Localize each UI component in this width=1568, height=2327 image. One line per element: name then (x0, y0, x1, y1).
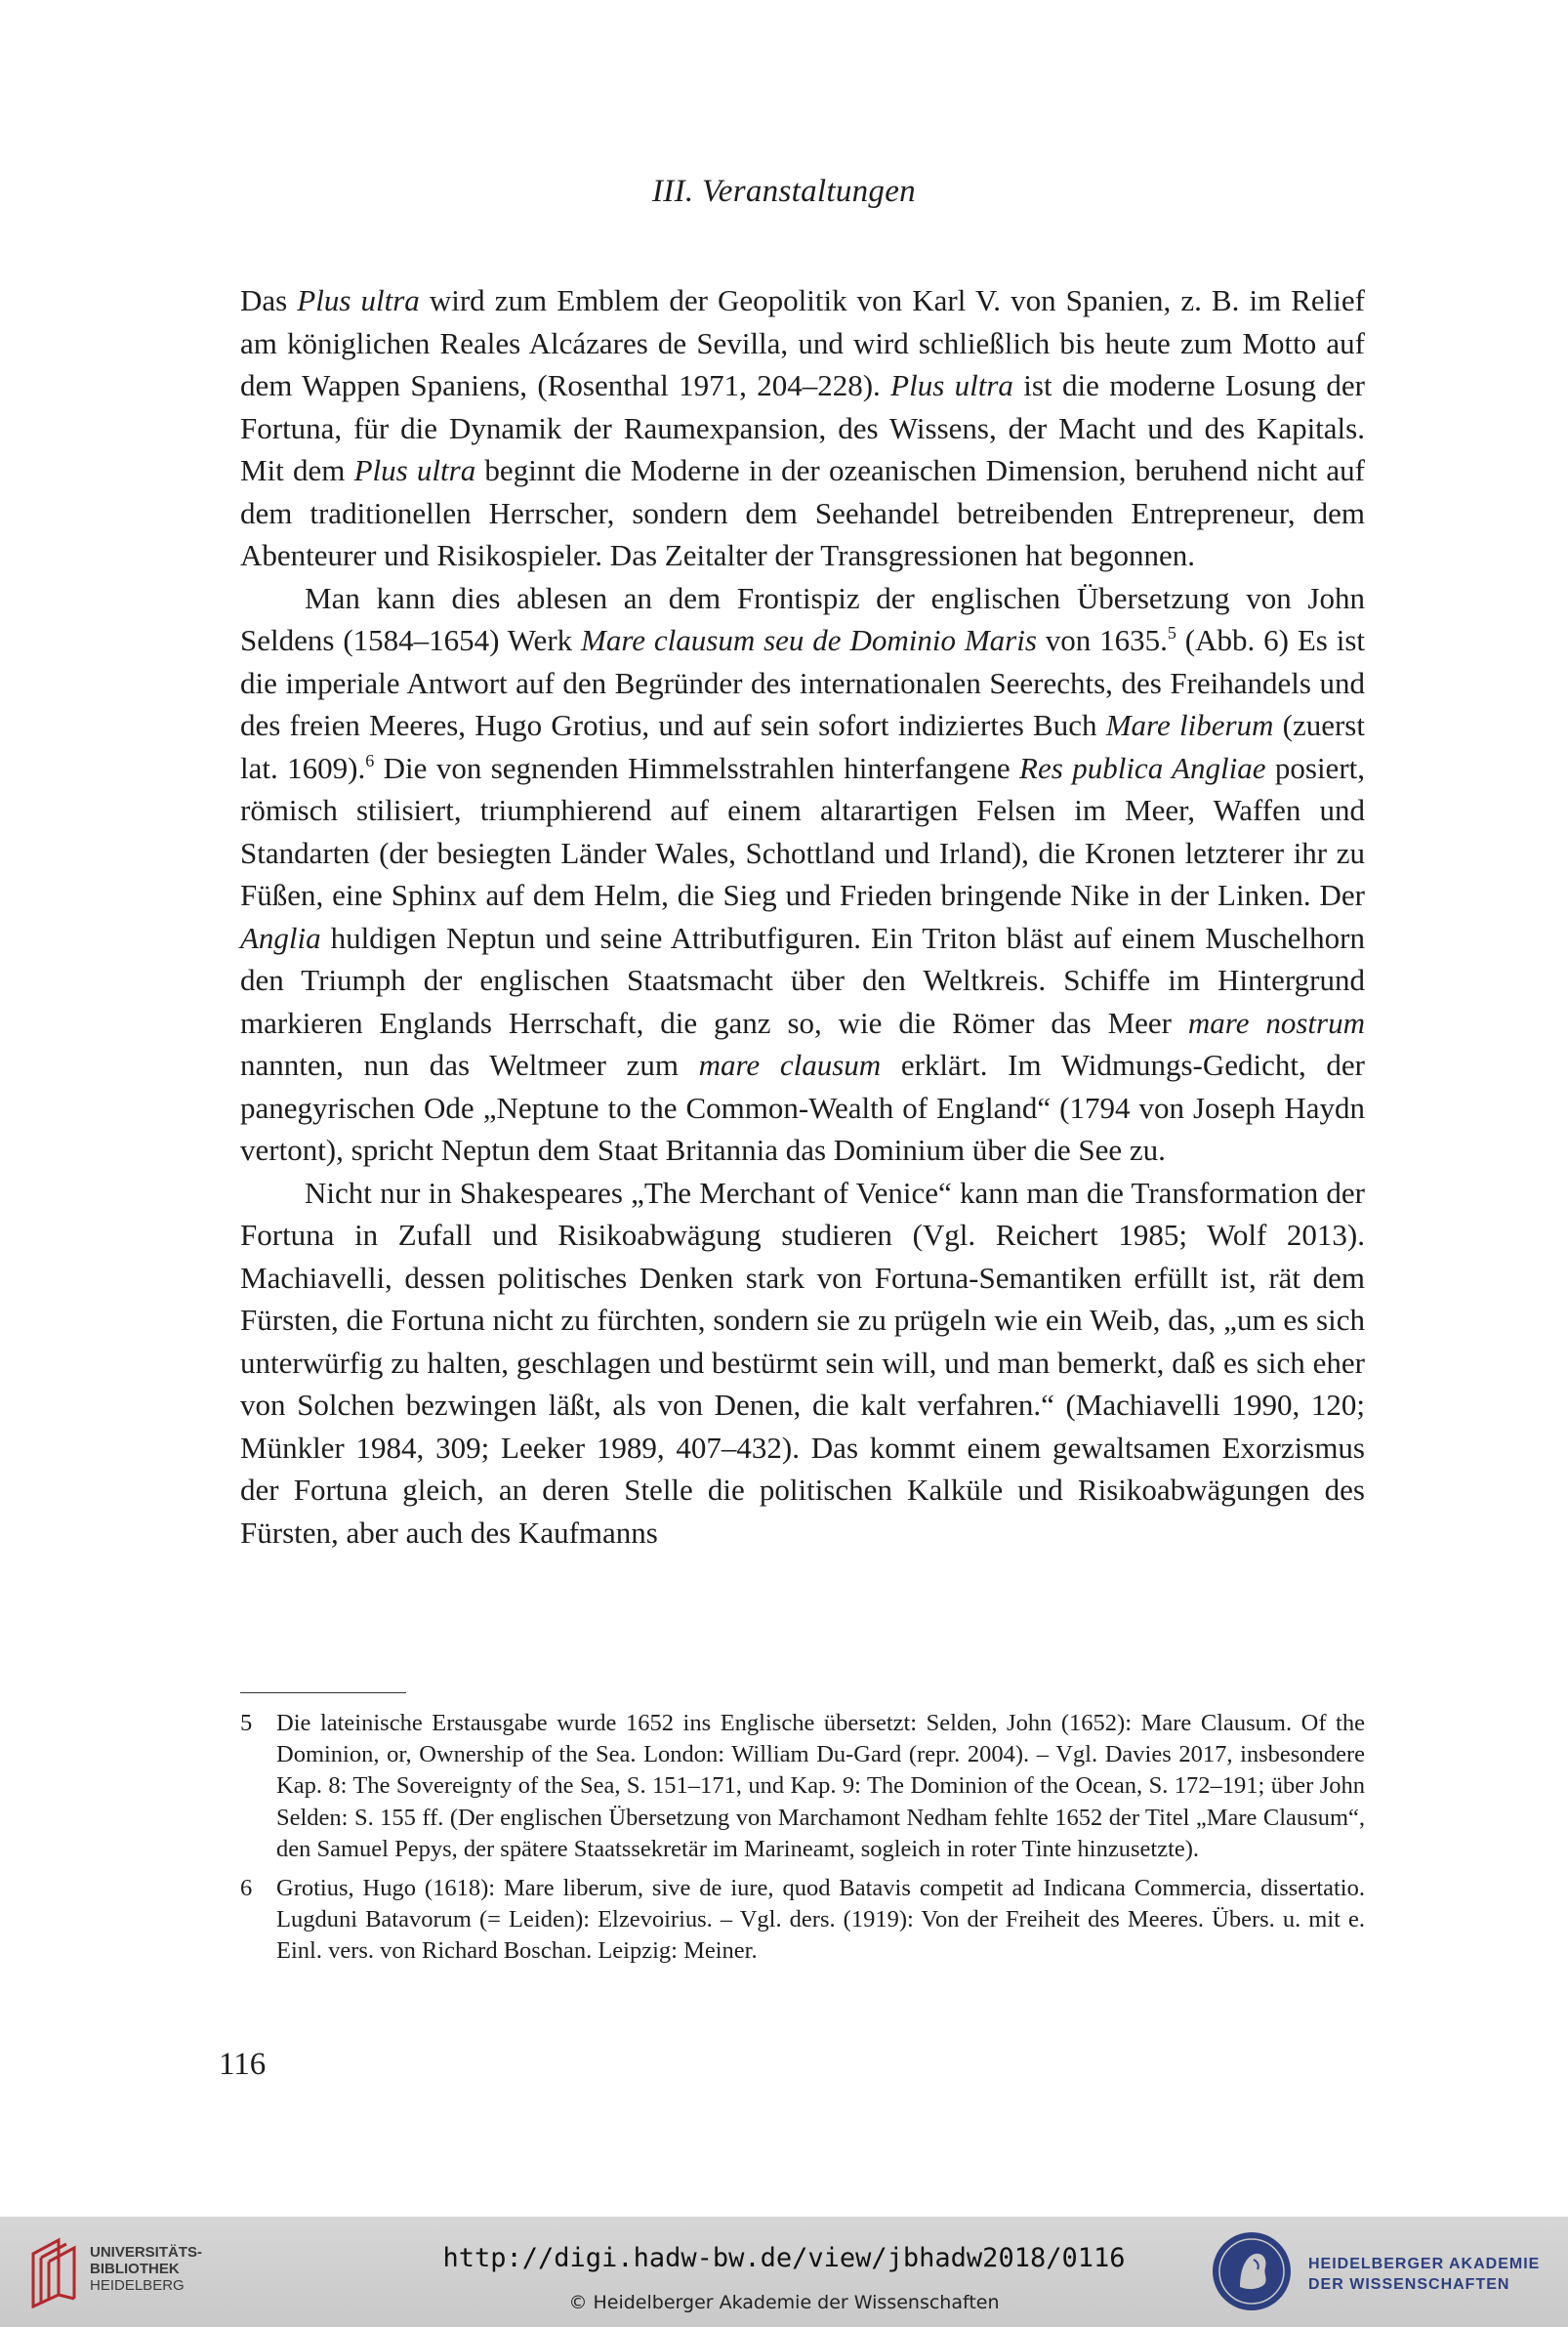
text-run: huldigen Neptun und seine Attributfiguren. Ein Triton bläst auf einem Muschelhorn den Triumph der englischen Staatsmacht über den Weltkreis. Schiffe im Hintergrund markieren Englands Herrschaft, die ganz so, wie die Römer das Meer (240, 920, 1365, 1040)
footer-copyright: © Heidelberger Akademie der Wissenschaften (568, 2292, 1000, 2313)
paragraph-3 (240, 1172, 1365, 1555)
italic-term: Plus ultra (353, 453, 476, 487)
hadw-logo-text (1308, 2254, 1540, 2295)
footnote-text: Grotius, Hugo (1618): Mare liberum, sive de iure, quod Batavis competit ad Indicana Commercia, dissertatio. Lugduni Batavorum (= Leiden): Elzevoirius. – Vgl. ders. (1919): Von der Freiheit des Meeres. Übers. u. mit e. Einl. vers. von Richard Boschan. Leipzig: Meiner. (276, 1875, 1365, 1965)
paragraph-2 (240, 577, 1365, 1172)
footer-url-link[interactable]: http://digi.hadw-bw.de/view/jbhadw2018/0116 (442, 2243, 1126, 2273)
body-text (240, 279, 1365, 1554)
italic-title: Mare clausum seu de Dominio Maris (581, 623, 1037, 657)
running-head: III. Veranstaltungen (652, 174, 916, 209)
text-run: nannten, nun das Weltmeer zum (240, 1048, 699, 1082)
footnote-6 (240, 1873, 1365, 1968)
hadw-logo[interactable] (1211, 2230, 1543, 2314)
text-run: posiert, römisch stilisiert, triumphierend auf einem altarartigen Felsen im Meer, Waffen und Standarten (der besiegten Länder Wales, Schottland und Irland), die Kronen letzterer ihr zu Füßen, eine Sphinx auf dem Helm, die Sieg und Frieden bringende Nike in der Linken. Der (240, 750, 1366, 912)
footnotes (240, 1708, 1365, 1968)
italic-term: mare clausum (698, 1048, 882, 1082)
footnote-ref-5[interactable]: 5 (1167, 623, 1176, 643)
text-run: Man kann dies ablesen an dem Frontispiz der englischen Übersetzung von John Seldens (1584–1654) Werk (240, 580, 1365, 657)
italic-term: Plus ultra (890, 368, 1013, 402)
italic-term: mare nostrum (1187, 1005, 1365, 1040)
paragraph-1 (240, 279, 1365, 577)
text-run: ist die moderne Losung der Fortuna, für die Dynamik der Raumexpansion, des Wissens, der Macht und des Kapitals. Mit dem (240, 368, 1365, 487)
page-number: 116 (219, 2047, 267, 2082)
footnote-text: Die lateinische Erstausgabe wurde 1652 ins Englische übersetzt: Selden, John (1652): Mare Clausum. Of the Dominion, or, Ownership of the Sea. London: William Du-Gard (repr. 2004). – Vgl. Davies 2017, insbesondere Kap. 8: The Sovereignty of the Sea, S. 151–171, und Kap. 9: The Dominion of the Ocean, S. 172–191; über John Selden: S. 155 ff. (Der englischen Übersetzung von Marchamont Nedham fehlte 1652 der Titel „Mare Clausum“, den Samuel Pepys, der spätere Staatssekretär im Marineamt, sogleich in roter Tinte hinzusetzte). (276, 1710, 1365, 1862)
ub-logo-line: HEIDELBERG (90, 2277, 185, 2294)
hadw-logo-line: HEIDELBERGER AKADEMIE (1308, 2256, 1541, 2272)
text-run: Das (240, 283, 298, 317)
text-run: (Abb. 6) Es ist die imperiale Antwort auf den Begründer des internationalen Seerechts, des Freihandels und des freien Meeres, Hugo Grotius, und auf sein sofort indiziertes Buch (240, 623, 1366, 742)
academy-seal-icon (1211, 2230, 1293, 2312)
italic-title: Mare liberum (1105, 708, 1274, 742)
ub-logo-line: UNIVERSITÄTS- (90, 2244, 203, 2261)
footnote-5 (240, 1708, 1365, 1865)
italic-term: Res publica Angliae (1019, 750, 1266, 785)
text-run: von 1635. (1036, 623, 1168, 657)
footnote-divider (240, 1692, 406, 1693)
text-run: (zuerst lat. 1609). (240, 708, 1365, 785)
text-run: Die von segnenden Himmelsstrahlen hinterfangene (374, 750, 1020, 785)
text-run: erklärt. Im Widmungs-Gedicht, der panegyrischen Ode „Neptune to the Common-Wealth of England“ (1794 von Joseph Haydn vertont), spricht Neptun dem Staat Britannia das Dominium über die See zu. (240, 1048, 1365, 1167)
footnote-number: 6 (240, 1875, 253, 1902)
footnote-ref-6[interactable]: 6 (365, 750, 375, 770)
ub-logo-line: BIBLIOTHEK (90, 2261, 180, 2277)
italic-term: Plus ultra (297, 283, 420, 317)
hadw-logo-line: DER WISSENSCHAFTEN (1308, 2276, 1510, 2293)
text-run: Nicht nur in Shakespeares „The Merchant of Venice“ kann man die Transformation der Fortuna in Zufall und Risikoabwägung studieren (Vgl. Reichert 1985; Wolf 2013). Machiavelli, dessen politisches Denken stark von Fortuna-Semantiken erfüllt ist, rät dem Fürsten, die Fortuna nicht zu fürchten, sondern sie zu prügeln wie ein Weib, das, „um es sich unterwürfig zu halten, geschlagen und bestürmt sein will, und man bemerkt, daß es sich eher von Solchen bezwingen läßt, als von Denen, die kalt verfahren.“ (Machiavelli 1990, 120; Münkler 1984, 309; Leeker 1989, 407–432). Das kommt einem gewaltsamen Exorzismus der Fortuna gleich, an deren Stelle die politischen Kalküle und Risikoabwägungen des Fürsten, aber auch des Kaufmanns (240, 1175, 1365, 1550)
footnote-number: 5 (240, 1710, 253, 1736)
text-run: beginnt die Moderne in der ozeanischen Dimension, beruhend nicht auf dem traditionellen Herrscher, sondern dem Seehandel betreibenden Entrepreneur, dem Abenteurer und Risikospieler. Das Zeitalter der Transgressionen hat begonnen. (240, 453, 1365, 572)
italic-term: Anglia (240, 920, 321, 955)
text-run: wird zum Emblem der Geopolitik von Karl V. von Spanien, z. B. im Relief am königlichen Reales Alcázares de Sevilla, und wird schließlich bis heute zum Motto auf dem Wappen Spaniens, (Rosenthal 1971, 204–228). (240, 283, 1365, 402)
